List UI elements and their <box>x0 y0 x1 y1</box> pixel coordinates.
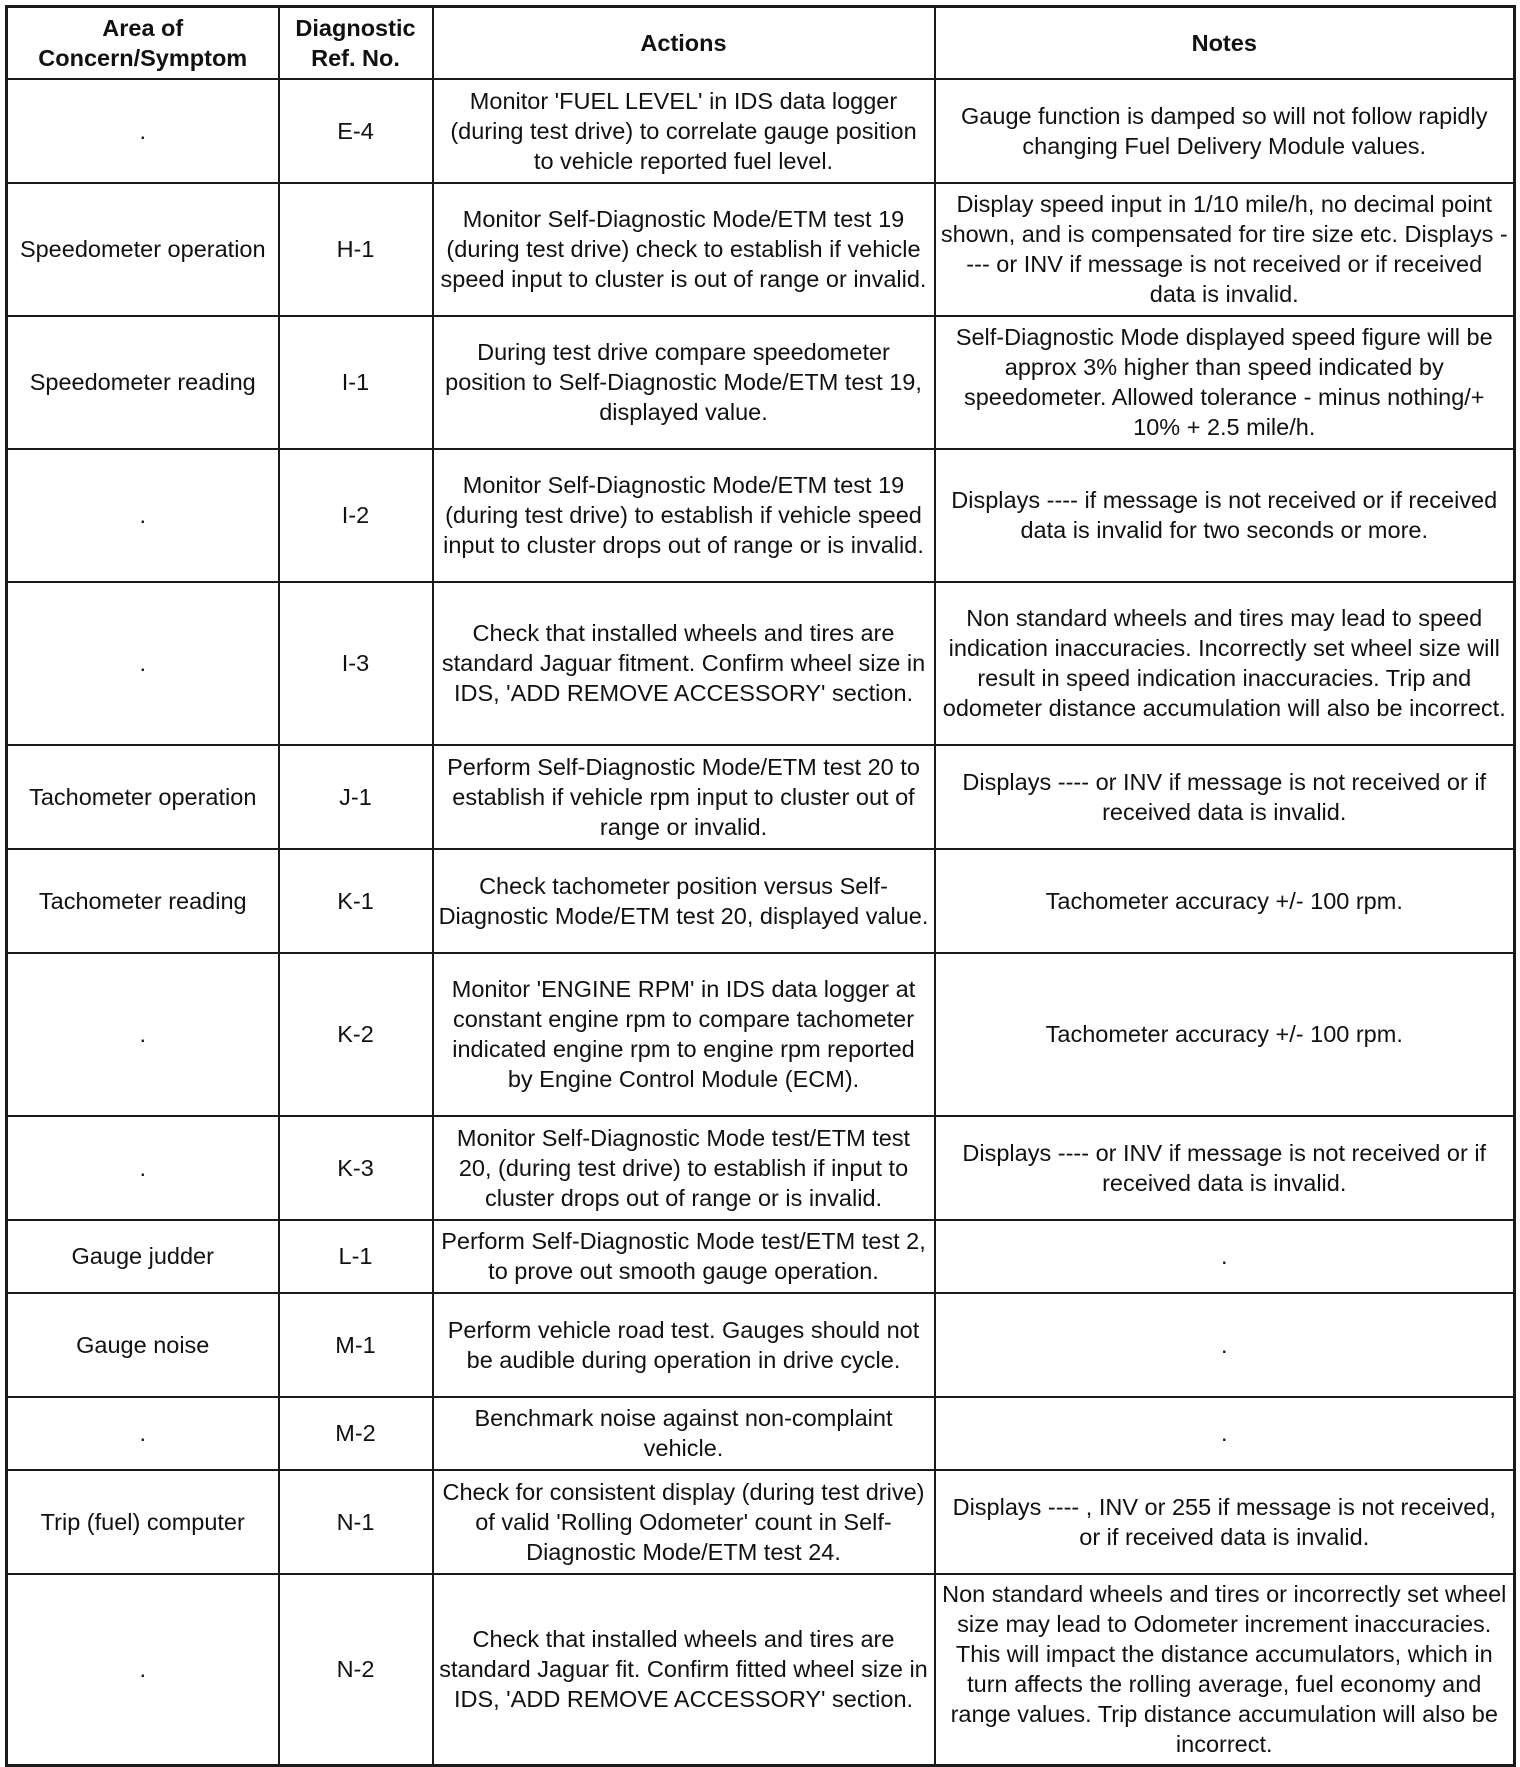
ref-cell: L-1 <box>279 1220 433 1293</box>
header-area-of-concern <box>7 7 279 79</box>
table-row <box>7 582 1515 745</box>
table-body <box>7 79 1515 1766</box>
table-header-row <box>7 7 1515 79</box>
action-cell: Monitor Self-Diagnostic Mode/ETM test 19 (during test drive) to establish if vehicle speed input to cluster drops out of range or is invalid. <box>433 449 935 582</box>
area-cell: Trip (fuel) computer <box>7 1470 279 1574</box>
table-row <box>7 1116 1515 1220</box>
area-cell: . <box>7 1574 279 1766</box>
header-actions: Actions <box>433 7 935 79</box>
area-cell: . <box>7 1397 279 1470</box>
note-cell: Tachometer accuracy +/- 100 rpm. <box>935 953 1515 1116</box>
area-cell: Gauge judder <box>7 1220 279 1293</box>
note-cell: Display speed input in 1/10 mile/h, no decimal point shown, and is compensated for tire size etc. Displays ---- or INV if message is not received or if received data is invalid. <box>935 183 1515 316</box>
note-cell: Tachometer accuracy +/- 100 rpm. <box>935 849 1515 953</box>
ref-cell: K-1 <box>279 849 433 953</box>
table-row <box>7 1574 1515 1766</box>
note-cell: Self-Diagnostic Mode displayed speed figure will be approx 3% higher than speed indicated by speedometer. Allowed tolerance - minus nothing/+ 10% + 2.5 mile/h. <box>935 316 1515 449</box>
diagnostic-document <box>5 5 1513 1767</box>
action-cell: Monitor Self-Diagnostic Mode/ETM test 19 (during test drive) check to establish if vehicle speed input to cluster is out of range or invalid. <box>433 183 935 316</box>
note-cell: Displays ---- if message is not received or if received data is invalid for two seconds or more. <box>935 449 1515 582</box>
action-cell: Check that installed wheels and tires are standard Jaguar fit. Confirm fitted wheel size in IDS, 'ADD REMOVE ACCESSORY' section. <box>433 1574 935 1766</box>
table-row <box>7 1220 1515 1293</box>
header-notes: Notes <box>935 7 1515 79</box>
table-row <box>7 849 1515 953</box>
ref-cell: E-4 <box>279 79 433 183</box>
header-area-line2: Concern/Symptom <box>38 44 248 71</box>
area-cell: . <box>7 1116 279 1220</box>
note-cell: Displays ---- or INV if message is not received or if received data is invalid. <box>935 745 1515 849</box>
action-cell: During test drive compare speedometer position to Self-Diagnostic Mode/ETM test 19, displayed value. <box>433 316 935 449</box>
area-cell: Speedometer operation <box>7 183 279 316</box>
area-cell: Tachometer operation <box>7 745 279 849</box>
header-ref-line2: Ref. No. <box>311 44 400 71</box>
action-cell: Benchmark noise against non-complaint vehicle. <box>433 1397 935 1470</box>
note-cell: . <box>935 1220 1515 1293</box>
table-row <box>7 1470 1515 1574</box>
header-diagnostic-ref <box>279 7 433 79</box>
ref-cell: J-1 <box>279 745 433 849</box>
ref-cell: N-1 <box>279 1470 433 1574</box>
ref-cell: K-2 <box>279 953 433 1116</box>
area-cell: . <box>7 953 279 1116</box>
ref-cell: K-3 <box>279 1116 433 1220</box>
ref-cell: H-1 <box>279 183 433 316</box>
note-cell: . <box>935 1293 1515 1397</box>
ref-cell: I-2 <box>279 449 433 582</box>
header-ref-line1: Diagnostic <box>295 14 416 41</box>
area-cell: Speedometer reading <box>7 316 279 449</box>
note-cell: . <box>935 1397 1515 1470</box>
action-cell: Check that installed wheels and tires are standard Jaguar fitment. Confirm wheel size in IDS, 'ADD REMOVE ACCESSORY' section. <box>433 582 935 745</box>
table-row <box>7 1397 1515 1470</box>
table-row <box>7 449 1515 582</box>
table-row <box>7 745 1515 849</box>
action-cell: Perform Self-Diagnostic Mode/ETM test 20 to establish if vehicle rpm input to cluster out of range or invalid. <box>433 745 935 849</box>
area-cell: Tachometer reading <box>7 849 279 953</box>
table-row <box>7 316 1515 449</box>
ref-cell: M-2 <box>279 1397 433 1470</box>
header-area-line1: Area of <box>102 14 184 41</box>
action-cell: Perform vehicle road test. Gauges should not be audible during operation in drive cycle. <box>433 1293 935 1397</box>
ref-cell: I-3 <box>279 582 433 745</box>
ref-cell: M-1 <box>279 1293 433 1397</box>
area-cell: . <box>7 449 279 582</box>
area-cell: . <box>7 79 279 183</box>
ref-cell: N-2 <box>279 1574 433 1766</box>
table-row <box>7 79 1515 183</box>
note-cell: Gauge function is damped so will not follow rapidly changing Fuel Delivery Module values. <box>935 79 1515 183</box>
action-cell: Monitor 'ENGINE RPM' in IDS data logger at constant engine rpm to compare tachometer indicated engine rpm to engine rpm reported by Engine Control Module (ECM). <box>433 953 935 1116</box>
action-cell: Check for consistent display (during test drive) of valid 'Rolling Odometer' count in Self-Diagnostic Mode/ETM test 24. <box>433 1470 935 1574</box>
table-row <box>7 183 1515 316</box>
note-cell: Non standard wheels and tires or incorrectly set wheel size may lead to Odometer increment inaccuracies. This will impact the distance accumulators, which in turn affects the rolling average, fuel economy and range values. Trip distance accumulation will also be incorrect. <box>935 1574 1515 1766</box>
action-cell: Check tachometer position versus Self-Diagnostic Mode/ETM test 20, displayed value. <box>433 849 935 953</box>
table-row <box>7 1293 1515 1397</box>
note-cell: Non standard wheels and tires may lead to speed indication inaccuracies. Incorrectly set wheel size will result in speed indication inaccuracies. Trip and odometer distance accumulation will also be incorrect. <box>935 582 1515 745</box>
action-cell: Monitor 'FUEL LEVEL' in IDS data logger (during test drive) to correlate gauge position to vehicle reported fuel level. <box>433 79 935 183</box>
area-cell: . <box>7 582 279 745</box>
note-cell: Displays ---- or INV if message is not received or if received data is invalid. <box>935 1116 1515 1220</box>
diagnostic-table <box>5 5 1516 1767</box>
table-row <box>7 953 1515 1116</box>
area-cell: Gauge noise <box>7 1293 279 1397</box>
action-cell: Perform Self-Diagnostic Mode test/ETM test 2, to prove out smooth gauge operation. <box>433 1220 935 1293</box>
action-cell: Monitor Self-Diagnostic Mode test/ETM test 20, (during test drive) to establish if input to cluster drops out of range or is invalid. <box>433 1116 935 1220</box>
note-cell: Displays ---- , INV or 255 if message is not received, or if received data is invalid. <box>935 1470 1515 1574</box>
ref-cell: I-1 <box>279 316 433 449</box>
